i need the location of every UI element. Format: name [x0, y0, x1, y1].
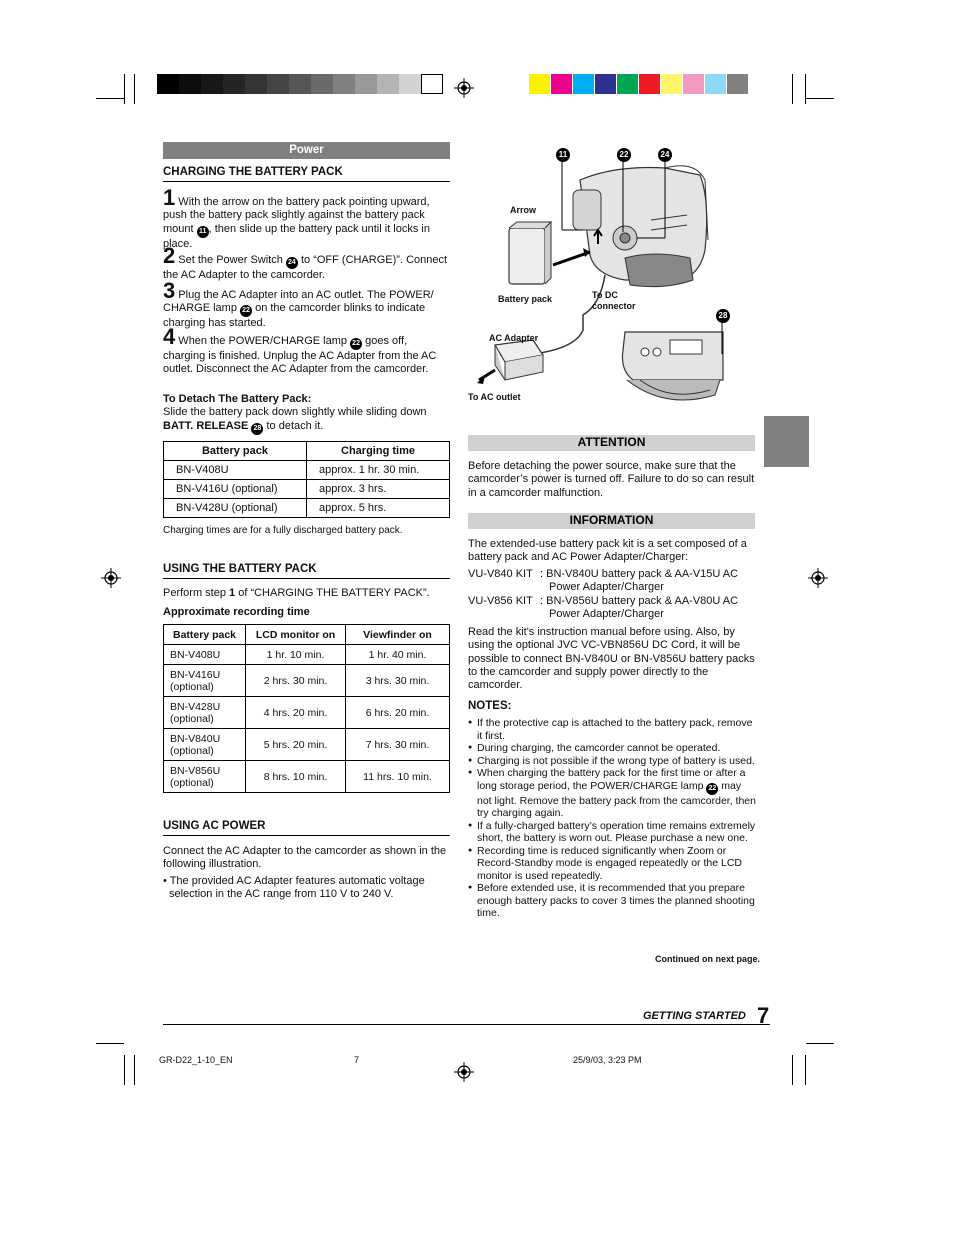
table-row — [164, 645, 450, 665]
table-header: Battery pack — [164, 442, 307, 461]
color-swatch — [333, 74, 355, 94]
table-row — [164, 697, 450, 729]
label-arrow: Arrow — [510, 205, 537, 215]
color-swatch — [267, 74, 289, 94]
heading-using-ac: USING AC POWER — [163, 820, 450, 836]
step-number: 3 — [163, 278, 176, 303]
color-swatch — [727, 74, 748, 94]
label-battery-pack: Battery pack — [498, 294, 553, 304]
registration-mark-icon — [454, 1062, 474, 1082]
step-text: When the POWER/CHARGE lamp — [175, 335, 351, 347]
color-swatch — [705, 74, 726, 94]
using-ac-text: Connect the AC Adapter to the camcorder as shown in the following illustration. — [163, 845, 447, 871]
heading-charging: CHARGING THE BATTERY PACK — [163, 166, 450, 182]
color-swatch — [201, 74, 223, 94]
table-cell: 7 hrs. 30 min. — [346, 729, 450, 761]
ref-number-icon: 22 — [240, 305, 252, 317]
table-cell: approx. 5 hrs. — [307, 499, 450, 518]
footer-page-small: 7 — [354, 1055, 360, 1065]
table-cell: 8 hrs. 10 min. — [246, 761, 346, 793]
table-header: LCD monitor on — [246, 625, 346, 645]
table-row — [164, 761, 450, 793]
color-swatch — [179, 74, 201, 94]
footer-rule — [163, 1024, 770, 1025]
table-cell: BN-V408U — [164, 461, 307, 480]
detach-text-a: Slide the battery pack down slightly while sliding down — [163, 406, 427, 419]
table-cell: 3 hrs. 30 min. — [346, 665, 450, 697]
table-cell: BN-V428U (optional) — [164, 697, 246, 729]
ref-number-icon: 11 — [197, 226, 209, 238]
registration-mark-icon — [454, 78, 474, 98]
note-item: ● Charging is not possible if the wrong type of battery is used. — [468, 755, 756, 768]
table-row — [164, 499, 450, 518]
table-cell: approx. 3 hrs. — [307, 480, 450, 499]
table-cell: BN-V856U (optional) — [164, 761, 246, 793]
section-bar-power: Power — [163, 142, 450, 159]
table-cell: 6 hrs. 20 min. — [346, 697, 450, 729]
kit-desc: : BN-V856U battery pack & AA-V80U AC Power Adapter/Charger — [540, 594, 739, 620]
charging-footnote: Charging times are for a fully discharged battery pack. — [163, 525, 403, 536]
footer-file: GR-D22_1-10_EN — [159, 1055, 233, 1065]
detach-section — [163, 393, 450, 435]
step-text: , then slide up the battery pack until it locks in place. — [163, 222, 430, 250]
table-header: Battery pack — [164, 625, 246, 645]
step-text: With the arrow on the battery pack pointing upward, push the battery pack slightly against the battery pack mount — [163, 196, 430, 235]
color-swatch — [617, 74, 638, 94]
step-number: 4 — [163, 324, 176, 349]
recording-time-table — [163, 624, 450, 793]
color-swatch — [245, 74, 267, 94]
table-cell: 2 hrs. 30 min. — [246, 665, 346, 697]
color-swatch — [377, 74, 399, 94]
charging-step — [163, 185, 450, 251]
table-cell: BN-V416U (optional) — [164, 480, 307, 499]
label-to-dc: To DC — [592, 290, 618, 300]
charging-step — [163, 324, 450, 377]
table-cell: BN-V428U (optional) — [164, 499, 307, 518]
ref-number-icon: 28 — [251, 423, 263, 435]
color-swatch — [595, 74, 616, 94]
color-swatch — [551, 74, 572, 94]
color-swatch — [223, 74, 245, 94]
detach-title: To Detach The Battery Pack: — [163, 393, 312, 405]
charging-step — [163, 278, 450, 331]
step-text: Plug the AC Adapter into an AC outlet. The POWER/ CHARGE lamp — [163, 289, 434, 315]
table-row — [164, 665, 450, 697]
table-cell: 1 hr. 10 min. — [246, 645, 346, 665]
table-cell: 1 hr. 40 min. — [346, 645, 450, 665]
table-row — [164, 461, 450, 480]
camcorder-illustration — [465, 140, 765, 410]
detach-text — [163, 406, 450, 434]
step-text: goes off, charging is finished. Unplug the AC Adapter from the AC outlet. Disconnect the AC Adapter from the camcorder. — [163, 335, 437, 376]
using-battery-text-b: of “CHARGING THE BATTERY PACK”. — [235, 587, 430, 599]
notes-heading: NOTES: — [468, 700, 512, 712]
table-header: Charging time — [307, 442, 450, 461]
kit-name: VU-V840 KIT — [468, 568, 533, 580]
table-cell: BN-V840U (optional) — [164, 729, 246, 761]
detach-text-b: to detach it. — [263, 419, 324, 432]
step-text: Set the Power Switch — [175, 254, 286, 266]
step-number: 2 — [163, 243, 176, 268]
kit-desc: Power Adapter/Charger — [549, 607, 664, 620]
color-swatch — [355, 74, 377, 94]
ref-number-icon: 11 — [556, 148, 570, 162]
table-cell: approx. 1 hr. 30 min. — [307, 461, 450, 480]
ref-number-icon: 24 — [658, 148, 672, 162]
step-text: on the camcorder blinks to indicate charging has started. — [163, 302, 426, 330]
note-item: ● If the protective cap is attached to the battery pack, remove it first. — [468, 717, 756, 742]
using-battery-text — [163, 587, 450, 600]
table-cell: BN-V416U (optional) — [164, 665, 246, 697]
kit-item — [468, 595, 755, 622]
using-battery-bold: 1 — [229, 587, 236, 599]
label-connector: connector — [592, 301, 636, 311]
charging-time-table — [163, 441, 450, 518]
information-bar: INFORMATION — [468, 513, 755, 529]
note-item: ● When charging the battery pack for the first time or after a long storage period, the POWER/CHARGE lamp 22 may not light. Remove the battery pack from the camcorder, then try charging again. — [468, 767, 756, 820]
kit-item — [468, 568, 755, 595]
note-item: ● If a fully-charged battery’s operation time remains extremely short, the battery is worn out. Please purchase a new one. — [468, 820, 756, 845]
kit-desc: Power Adapter/Charger — [549, 581, 664, 594]
camcorder-drawing — [465, 140, 765, 410]
using-battery-text-a: Perform step — [163, 587, 230, 599]
note-item: ● Before extended use, it is recommended that you prepare enough battery packs to cover 3 times the planned shooting time. — [468, 882, 756, 920]
information-intro: The extended-use battery pack kit is a set composed of a battery pack and AC Power Adapter/Charger: — [468, 538, 747, 564]
color-swatch — [289, 74, 311, 94]
label-to-ac-outlet: To AC outlet — [468, 392, 521, 402]
ref-number-icon: 22 — [617, 148, 631, 162]
table-header: Viewfinder on — [346, 625, 450, 645]
kit-desc: : BN-V840U battery pack & AA-V15U AC Power Adapter/Charger — [540, 568, 739, 594]
registration-mark-icon — [808, 568, 828, 588]
section-tab — [764, 416, 809, 467]
page-number: 7 — [757, 1003, 770, 1028]
color-swatch — [683, 74, 704, 94]
charging-step — [163, 243, 450, 282]
using-ac-bullet: • The provided AC Adapter features automatic voltage selection in the AC range from 110 V to 240 V. — [163, 875, 425, 901]
table-cell: 4 hrs. 20 min. — [246, 697, 346, 729]
color-swatch — [157, 74, 179, 94]
ref-number-icon: 22 — [706, 783, 718, 795]
kit-name: VU-V856 KIT — [468, 594, 533, 607]
color-swatch — [421, 74, 443, 94]
detach-bold: BATT. RELEASE — [163, 419, 249, 432]
ref-number-icon: 28 — [716, 309, 730, 323]
table-row — [164, 729, 450, 761]
attention-text: Before detaching the power source, make sure that the camcorder’s power is turned off. Failure to do so can result in a camcorder malfunction. — [468, 460, 755, 499]
registration-mark-icon — [101, 568, 121, 588]
information-outro: Read the kit's instruction manual before using. Also, by using the optional JVC VC-VBN856U DC Cord, it will be possible to connect BN-V840U or BN-V856U battery packs to the camcorder and supply power directly to the camcorder. — [468, 626, 755, 692]
label-ac-adapter: AC Adapter — [489, 333, 539, 343]
table-cell: BN-V408U — [164, 645, 246, 665]
color-swatch — [399, 74, 421, 94]
notes-list — [468, 717, 756, 920]
color-swatch — [639, 74, 660, 94]
attention-bar: ATTENTION — [468, 435, 755, 451]
table-cell: 5 hrs. 20 min. — [246, 729, 346, 761]
step-number: 1 — [163, 185, 176, 210]
footer-section: GETTING STARTED — [643, 1010, 746, 1022]
note-item: ● Recording time is reduced significantly when Zoom or Record-Standby mode is engaged repeatedly or the LCD monitor is used repeatedly. — [468, 845, 756, 883]
kit-list — [468, 568, 755, 621]
color-swatch — [661, 74, 682, 94]
color-swatch — [311, 74, 333, 94]
footer-date: 25/9/03, 3:23 PM — [573, 1055, 642, 1065]
note-item: ● During charging, the camcorder cannot be operated. — [468, 742, 756, 755]
heading-using-battery: USING THE BATTERY PACK — [163, 563, 450, 579]
table-cell: 11 hrs. 10 min. — [346, 761, 450, 793]
color-swatch — [573, 74, 594, 94]
step-text: to “OFF (CHARGE)”. Connect the AC Adapter to the camcorder. — [163, 254, 448, 281]
ref-number-icon: 22 — [350, 338, 362, 350]
recording-time-subheading: Approximate recording time — [163, 606, 310, 618]
color-swatch — [529, 74, 550, 94]
table-row — [164, 480, 450, 499]
ref-number-icon: 24 — [286, 257, 298, 269]
continued-note: Continued on next page. — [655, 954, 760, 964]
